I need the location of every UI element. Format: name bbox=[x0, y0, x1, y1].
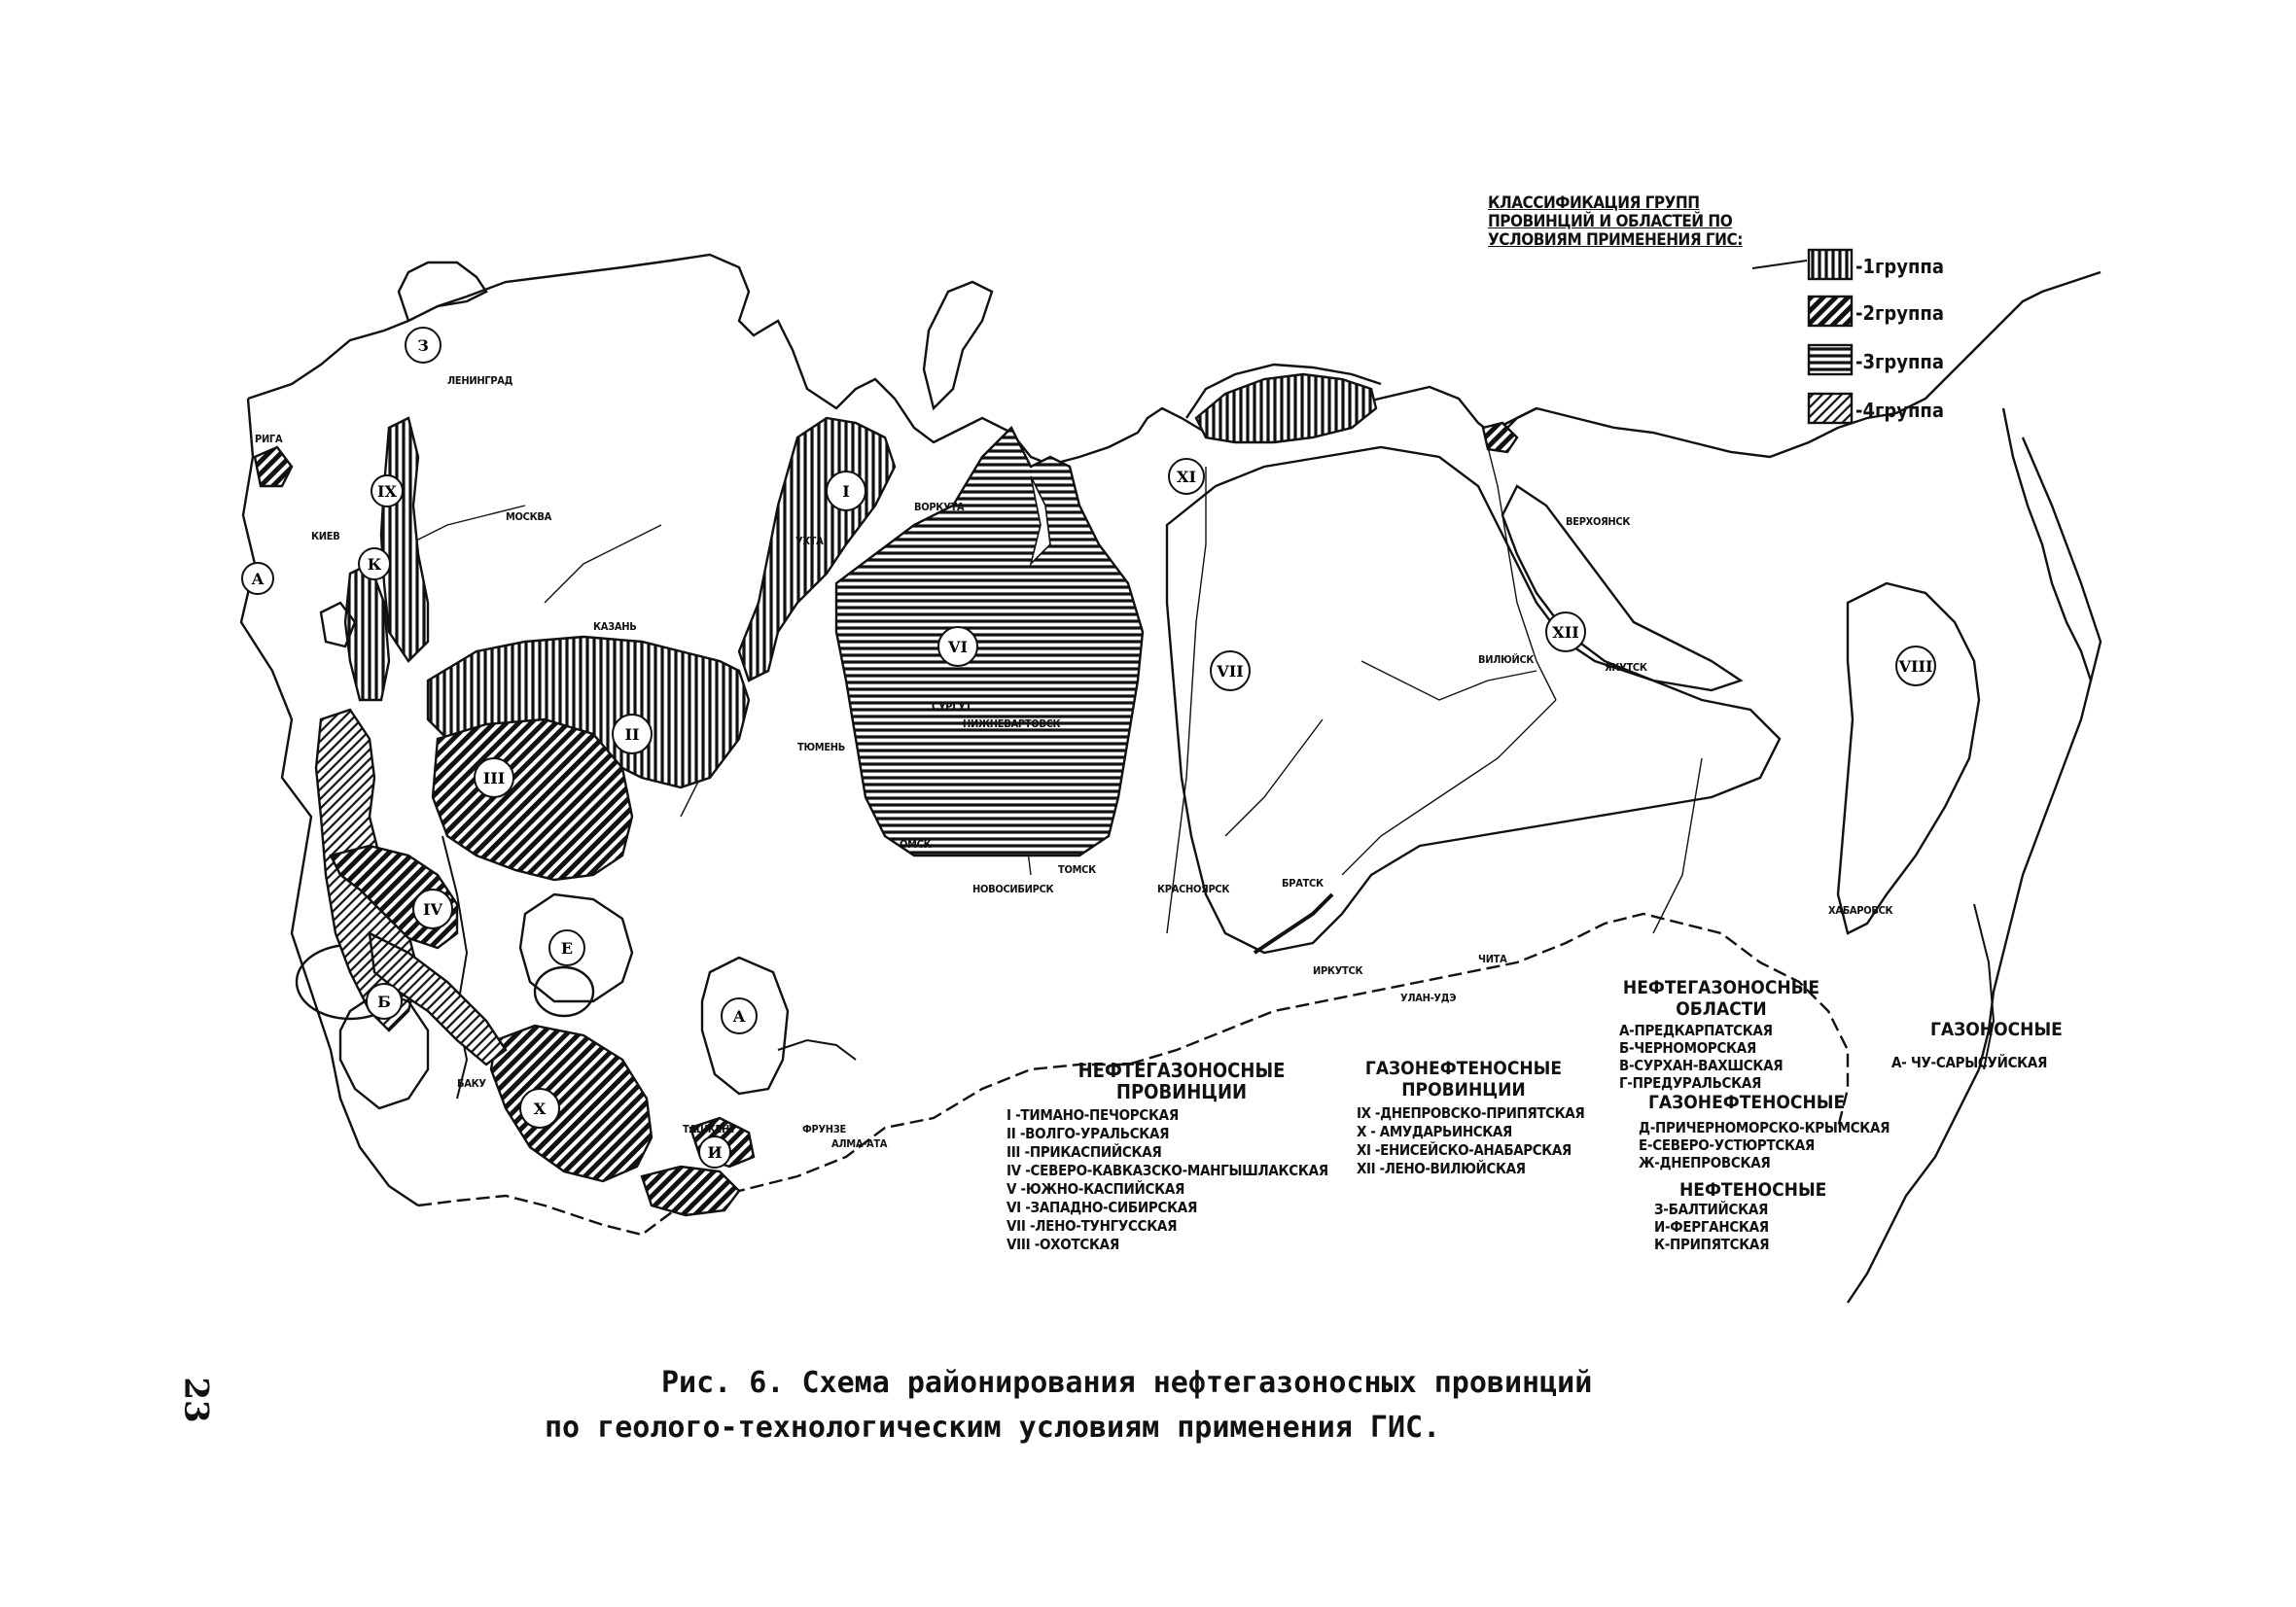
gas-oil-provinces-title: ГАЗОНЕФТЕНОСНЫЕ ПРОВИНЦИИ bbox=[1364, 1058, 1563, 1100]
region-item: Д-ПРИЧЕРНОМОРСКО-КРЫМСКАЯ bbox=[1639, 1119, 1890, 1136]
legend-group-1: -1группа bbox=[1855, 255, 1945, 278]
marker-i: I bbox=[842, 482, 850, 501]
city-nizhnevartovsk: НИЖНЕВАРТОВСК bbox=[963, 717, 1061, 730]
lena-delta bbox=[1483, 423, 1517, 452]
oil-gas-provinces-title: НЕФТЕГАЗОНОСНЫЕ ПРОВИНЦИИ bbox=[1077, 1060, 1286, 1103]
marker-k: К bbox=[367, 555, 382, 574]
region-item: Е-СЕВЕРО-УСТЮРТСКАЯ bbox=[1639, 1136, 1815, 1154]
marker-a-east: А bbox=[732, 1007, 746, 1026]
city-baku: БАКУ bbox=[457, 1077, 486, 1090]
regions-gas-oil-title: ГАЗОНЕФТЕНОСНЫЕ bbox=[1648, 1092, 1846, 1113]
oil-gas-province-item: VII -ЛЕНО-ТУНГУССКАЯ bbox=[1007, 1217, 1178, 1235]
marker-b: Б bbox=[377, 993, 391, 1011]
city-omsk: ОМСК bbox=[900, 838, 932, 851]
marker-x: X bbox=[533, 1100, 547, 1118]
oil-gas-province-item: I -ТИМАНО-ПЕЧОРСКАЯ bbox=[1007, 1106, 1179, 1124]
marker-e: Е bbox=[560, 939, 574, 958]
legend-swatch-2 bbox=[1809, 297, 1852, 326]
city-surgut: СУРГУТ bbox=[932, 700, 972, 713]
city-yakutsk: ЯКУТСК bbox=[1605, 661, 1647, 674]
oil-gas-province-item: III -ПРИКАСПИЙСКАЯ bbox=[1007, 1143, 1162, 1161]
oil-gas-provinces-legend bbox=[1007, 1060, 1366, 1312]
legend-group-3: -3группа bbox=[1855, 350, 1945, 373]
city-kiev: КИЕВ bbox=[311, 530, 340, 542]
province-iii-caspian bbox=[433, 719, 632, 880]
city-tashkent: ТАШКЕНТ bbox=[683, 1123, 736, 1135]
city-ukhta: УХТА bbox=[795, 535, 824, 547]
oil-gas-province-item: VIII -ОХОТСКАЯ bbox=[1007, 1236, 1119, 1253]
legend-title-wrap bbox=[1488, 194, 1799, 311]
legend-group-2: -2группа bbox=[1855, 301, 1945, 325]
city-tomsk: ТОМСК bbox=[1058, 863, 1096, 876]
page-number: 23 bbox=[176, 1377, 216, 1423]
city-kazan: КАЗАНЬ bbox=[593, 620, 637, 633]
marker-i-fergana: И bbox=[707, 1143, 723, 1162]
city-ulan-ude: УЛАН-УДЭ bbox=[1400, 992, 1457, 1004]
region-item: Г-ПРЕДУРАЛЬСКАЯ bbox=[1619, 1074, 1762, 1092]
region-item: А-ПРЕДКАРПАТСКАЯ bbox=[1619, 1022, 1773, 1039]
city-riga: РИГА bbox=[255, 433, 283, 445]
marker-vii: VII bbox=[1217, 662, 1244, 681]
region-item: Б-ЧЕРНОМОРСКАЯ bbox=[1619, 1039, 1757, 1057]
marker-viii: VIII bbox=[1898, 657, 1933, 676]
region-item: И-ФЕРГАНСКАЯ bbox=[1654, 1218, 1769, 1236]
city-irkutsk: ИРКУТСК bbox=[1313, 964, 1363, 977]
marker-xi: XI bbox=[1177, 468, 1196, 486]
gas-regions-legend bbox=[1891, 1019, 2125, 1087]
city-leningrad: ЛЕНИНГРАД bbox=[447, 374, 513, 387]
city-verkhoyansk: ВЕРХОЯНСК bbox=[1566, 515, 1631, 528]
city-vilyuysk: ВИЛЮЙСК bbox=[1478, 653, 1535, 666]
city-vorkuta: ВОРКУТА bbox=[914, 501, 965, 513]
gas-oil-province-item: XII -ЛЕНО-ВИЛЮЙСКАЯ bbox=[1357, 1160, 1526, 1177]
gas-oil-provinces-legend bbox=[1357, 1058, 1629, 1233]
region-baltic bbox=[255, 447, 292, 486]
province-x-amudarya bbox=[491, 1026, 652, 1181]
province-vii-lena-tunguska bbox=[1167, 447, 1780, 953]
caption-line-1: Рис. 6. Схема районирования нефтегазоносных провинций bbox=[661, 1366, 1593, 1400]
oil-gas-province-item: IV -СЕВЕРО-КАВКАЗСКО-МАНГЫШЛАКСКАЯ bbox=[1007, 1162, 1328, 1179]
region-item: Ж-ДНЕПРОВСКАЯ bbox=[1639, 1154, 1771, 1171]
city-tyumen: ТЮМЕНЬ bbox=[797, 741, 846, 753]
city-frunze: ФРУНЗЕ bbox=[802, 1123, 846, 1135]
marker-vi: VI bbox=[948, 638, 968, 656]
gas-oil-province-item: IX -ДНЕПРОВСКО-ПРИПЯТСКАЯ bbox=[1357, 1104, 1585, 1122]
gas-oil-provinces-wrap bbox=[1357, 1058, 1629, 1233]
region-item: А- ЧУ-САРЫСУЙСКАЯ bbox=[1891, 1054, 2048, 1071]
city-alma-ata: АЛМА-АТА bbox=[831, 1137, 888, 1150]
city-moskva: МОСКВА bbox=[506, 510, 552, 523]
regions-oil-title: НЕФТЕНОСНЫЕ bbox=[1679, 1179, 1827, 1201]
city-khabarovsk: ХАБАРОВСК bbox=[1828, 904, 1893, 917]
marker-iii: III bbox=[482, 769, 506, 787]
province-ix-dnieper-pripyat bbox=[381, 418, 428, 661]
legend-swatch-1 bbox=[1809, 250, 1852, 279]
marker-ii: II bbox=[624, 725, 640, 744]
legend-swatch-4 bbox=[1809, 394, 1852, 423]
gas-oil-province-item: XI -ЕНИСЕЙСКО-АНАБАРСКАЯ bbox=[1357, 1141, 1572, 1159]
oil-gas-province-item: V -ЮЖНО-КАСПИЙСКАЯ bbox=[1007, 1180, 1185, 1198]
province-xi-yenisei-anabar bbox=[1196, 374, 1376, 442]
marker-a-west: А bbox=[251, 570, 265, 588]
city-novosibirsk: НОВОСИБИРСК bbox=[972, 883, 1054, 895]
region-fergana bbox=[642, 1167, 739, 1215]
oil-gas-provinces-wrap bbox=[1007, 1060, 1366, 1312]
gas-oil-province-item: X - АМУДАРЬИНСКАЯ bbox=[1357, 1123, 1512, 1140]
region-item: З-БАЛТИЙСКАЯ bbox=[1654, 1201, 1769, 1218]
city-chita: ЧИТА bbox=[1478, 953, 1507, 965]
legend-swatch-3 bbox=[1809, 345, 1852, 374]
region-item: В-СУРХАН-ВАХШСКАЯ bbox=[1619, 1057, 1784, 1074]
oil-gas-province-item: VI -ЗАПАДНО-СИБИРСКАЯ bbox=[1007, 1199, 1198, 1216]
classification-legend bbox=[1488, 194, 1944, 423]
legend-group-4: -4группа bbox=[1855, 399, 1945, 422]
gas-regions-wrap bbox=[1891, 1019, 2125, 1087]
regions-gas-title: ГАЗОНОСНЫЕ bbox=[1930, 1019, 2063, 1040]
oil-gas-province-item: II -ВОЛГО-УРАЛЬСКАЯ bbox=[1007, 1125, 1170, 1142]
caption-line-2: по геолого-технологическим условиям применения ГИС. bbox=[545, 1411, 1441, 1445]
province-viii-okhotsk bbox=[1838, 583, 1979, 933]
region-item: К-ПРИПЯТСКАЯ bbox=[1654, 1236, 1770, 1253]
city-bratsk: БРАТСК bbox=[1282, 877, 1324, 890]
regions-oil-gas-title: НЕФТЕГАЗОНОСНЫЕ ОБЛАСТИ bbox=[1622, 977, 1820, 1020]
legend-title: КЛАССИФИКАЦИЯ ГРУПП ПРОВИНЦИЙ И ОБЛАСТЕЙ ПО УСЛОВИЯМ ПРИМЕНЕНИЯ ГИС: bbox=[1488, 194, 1743, 250]
figure-caption bbox=[545, 1361, 1809, 1450]
marker-iv: IV bbox=[423, 900, 442, 919]
marker-xii: XII bbox=[1552, 623, 1579, 642]
marker-z: З bbox=[417, 336, 429, 355]
city-krasnoyarsk: КРАСНОЯРСК bbox=[1157, 883, 1230, 895]
marker-ix: IX bbox=[377, 482, 397, 501]
